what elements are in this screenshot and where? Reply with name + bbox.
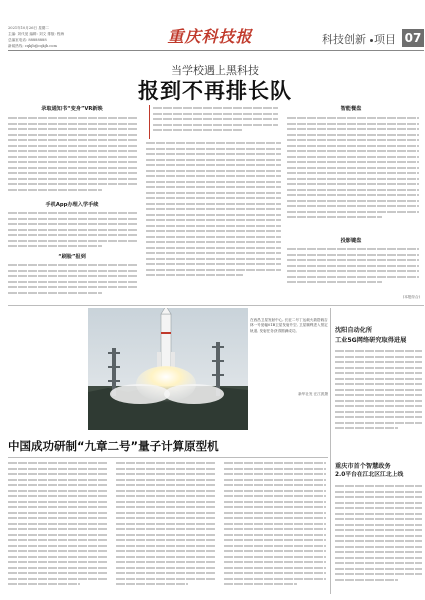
- article-left-block-3: [8, 264, 138, 304]
- subhead-vr-notice: 录取通知书“变身”VR新映: [41, 106, 103, 112]
- rocket-launch-photo: [88, 308, 248, 430]
- masthead-phone: 总编室电话: 88888888: [8, 38, 47, 42]
- masthead: [0, 0, 425, 48]
- photo-credit: 新华社发 汪江波摄: [298, 392, 328, 396]
- news-item-sia-title-line1: 沈阳自动化所: [335, 327, 373, 334]
- masthead-rule: [8, 50, 424, 51]
- section-name: 科技创新: [322, 33, 366, 46]
- subhead-face-checkin: “刷脸”报到: [58, 254, 86, 260]
- article-left-block-1: [8, 117, 138, 199]
- right-column-divider: [330, 308, 331, 594]
- news-item-sia-title-line2: 工业5G网络研究取得进展: [335, 337, 407, 344]
- photo-caption-box: [250, 318, 328, 388]
- masthead-editor: 主编: 刘代宽 编辑: 刘文 排版: 程海: [8, 32, 65, 36]
- subhead-app-enroll: 手机App办理入学手续: [45, 202, 99, 208]
- article-right-block-1: [287, 117, 419, 232]
- page-number: 07: [404, 31, 422, 45]
- news-item-egov-title-line1: 重庆市首个智慧政务: [335, 463, 391, 470]
- intro-lead: [153, 107, 278, 139]
- newspaper-logo: 重庆科技报: [167, 27, 253, 46]
- masthead-date: 2021年10月26日 星期二: [8, 26, 49, 30]
- rocket-launch-illustration: [88, 308, 248, 430]
- article-right-block-2: [287, 248, 419, 292]
- photo-caption: 在西昌卫星发射中心, 长征二号丁运载火箭搭载吉林一号宽幅01B卫星发射升空, 卫星顺利进入预定轨道, 发射任务获得圆满成功。: [250, 318, 328, 333]
- masthead-email: 新闻热线: cqkjb@cqkjb.com: [8, 44, 57, 48]
- section-dot: [370, 39, 373, 42]
- quantum-column-1: [8, 462, 108, 594]
- article-center-block: [146, 142, 281, 292]
- news-item-egov-body: [335, 485, 422, 590]
- quantum-column-3: [224, 462, 326, 594]
- news-item-sia-body: [335, 350, 422, 442]
- source-note: (本报综合): [402, 295, 420, 299]
- quantum-headline-rule: [8, 457, 328, 458]
- headline-title: 报到不再排长队: [138, 79, 292, 103]
- quantum-column-2: [116, 462, 216, 594]
- news-item-egov-title-line2: 2.0平台在江北区江北上线: [335, 472, 404, 478]
- quantum-headline: 中国成功研制“九章二号”量子计算原型机: [8, 439, 219, 453]
- news-item-egov-title: [335, 462, 423, 484]
- section-tag: 项目: [374, 33, 396, 46]
- subhead-projection-keyboard: 投影键盘: [340, 238, 362, 244]
- subhead-smart-tray: 智能餐盘: [340, 106, 362, 112]
- headline-kicker: 当学校遇上黑科技: [171, 64, 259, 77]
- section-divider: [8, 305, 424, 306]
- article-left-block-2: [8, 212, 138, 254]
